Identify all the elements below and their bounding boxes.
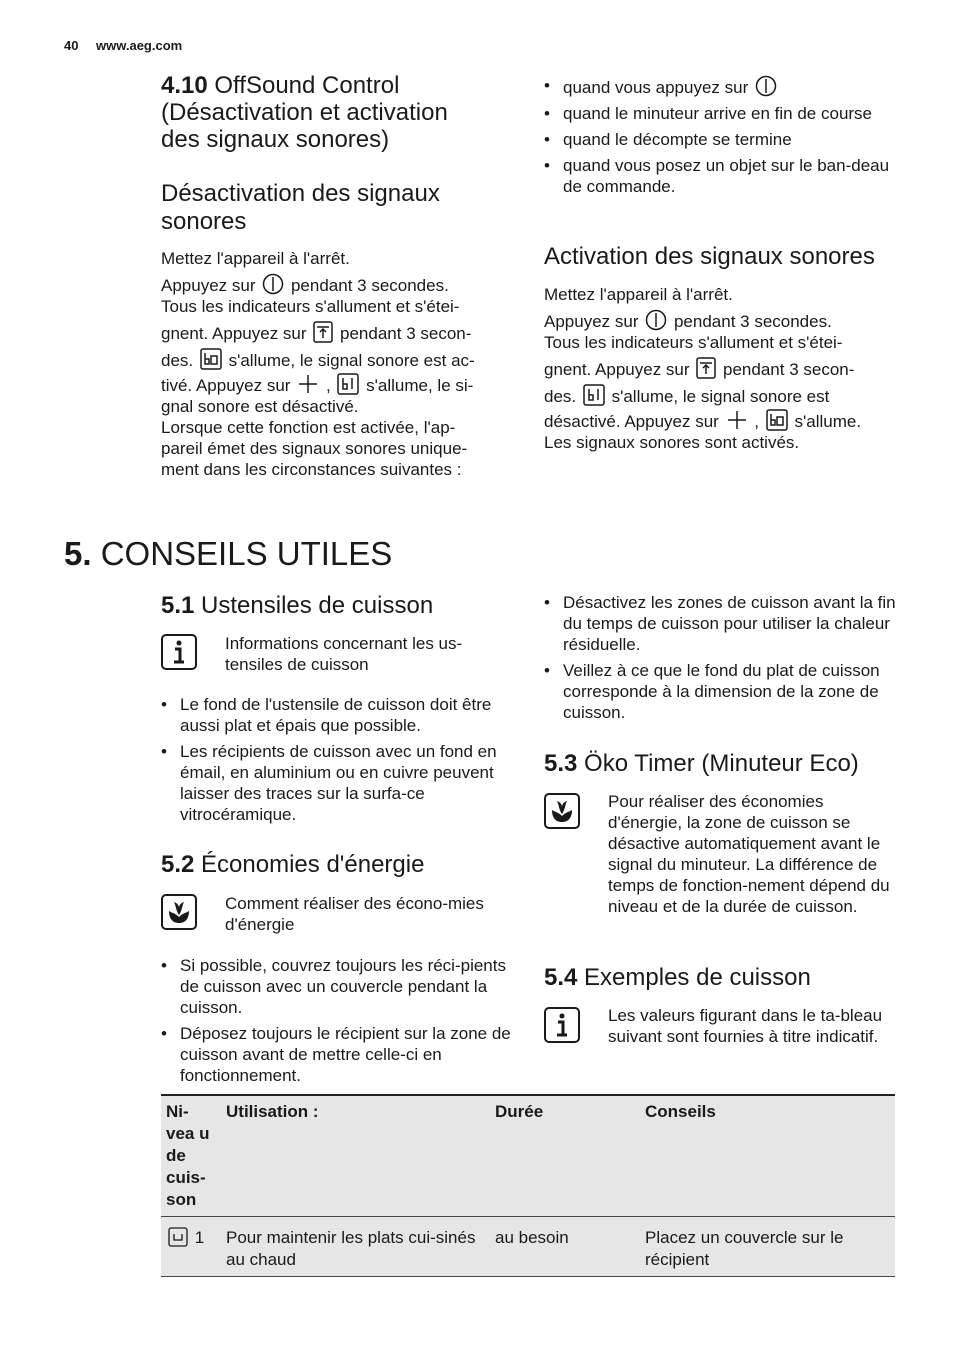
energy-list-continued <box>544 592 899 728</box>
text-line <box>161 348 521 371</box>
section-title: Économies d'énergie <box>201 851 425 878</box>
chapter-name: CONSEILS UTILES <box>100 535 393 572</box>
info-icon <box>544 1007 580 1043</box>
text-line <box>544 409 904 432</box>
text-line <box>161 273 521 296</box>
text-span: s'allume. <box>794 412 862 431</box>
sound-on-display-icon <box>766 409 788 431</box>
deactivation-text <box>161 248 521 480</box>
section-5-3-heading <box>544 750 904 778</box>
list-item: • quand le décompte se termine <box>544 129 899 150</box>
table-row <box>161 1217 895 1277</box>
power-icon <box>645 309 667 331</box>
text-line: gnal sonore est désactivé. <box>161 397 359 416</box>
column-header-level: Ni-vea u de cuis-son <box>161 1095 221 1217</box>
chapter-title <box>64 534 392 574</box>
chapter-number: 5. <box>64 535 92 572</box>
sound-conditions-list <box>544 75 899 202</box>
text-line <box>544 357 904 380</box>
text-span: quand vous appuyez sur <box>563 78 749 97</box>
text-span: gnent. Appuyez sur <box>161 324 307 343</box>
eco-leaf-icon <box>161 894 197 930</box>
page-url: www.aeg.com <box>96 38 183 53</box>
sound-off-display-icon <box>583 384 605 406</box>
plus-icon <box>297 373 319 395</box>
eco-note: Comment réaliser des écono-mies d'énergie <box>225 894 484 934</box>
column-header-tips: Conseils <box>640 1095 895 1217</box>
info-note: Les valeurs figurant dans le ta-bleau suivant sont fournies à titre indicatif. <box>608 1006 883 1046</box>
text-line <box>544 384 904 407</box>
column-header-use: Utilisation : <box>221 1095 490 1217</box>
text-span: Appuyez sur <box>544 312 639 331</box>
text-line: Tous les indicateurs s'allument et s'étei- <box>544 333 843 352</box>
cookware-list <box>161 694 513 830</box>
section-5-4-heading <box>544 964 904 992</box>
activation-heading <box>544 243 904 271</box>
text-line: Lorsque cette fonction est activée, l'ap- <box>161 418 456 437</box>
text-span: Appuyez sur <box>161 276 256 295</box>
section-title: Öko Timer (Minuteur Eco) <box>584 750 859 777</box>
eco-leaf-icon <box>544 793 580 829</box>
power-icon <box>262 273 284 295</box>
text-line <box>161 373 521 396</box>
text-line <box>161 321 521 344</box>
power-icon <box>755 75 777 97</box>
list-item <box>544 75 899 98</box>
sound-on-display-icon <box>200 348 222 370</box>
deactivation-heading <box>161 180 491 236</box>
plus-icon <box>726 409 748 431</box>
text-span: des. <box>161 351 194 370</box>
sound-off-display-icon <box>337 373 359 395</box>
lock-key-icon <box>696 357 716 379</box>
section-number: 5.4 <box>544 964 578 991</box>
list-item: • Si possible, couvrez toujours les réci-pients de cuisson avec un couvercle pendant la cuisson. <box>161 955 513 1018</box>
list-item: • Désactivez les zones de cuisson avant la fin du temps de cuisson pour utiliser la chaleur résiduelle. <box>544 592 899 655</box>
list-item: • quand le minuteur arrive en fin de course <box>544 103 899 124</box>
info-icon <box>161 634 197 670</box>
text-span: s'allume, le signal sonore est <box>611 387 830 406</box>
section-5-2-heading <box>161 851 521 879</box>
text-span: pendant 3 secon- <box>723 360 855 379</box>
list-item: • Les récipients de cuisson avec un fond en émail, en aluminium ou en cuivre peuvent laisser des traces sur la surfa-ce vitrocéramique. <box>161 741 513 825</box>
text-line: Mettez l'appareil à l'arrêt. <box>544 285 733 304</box>
text-line: Mettez l'appareil à l'arrêt. <box>161 249 350 268</box>
text-line: Les signaux sonores sont activés. <box>544 433 800 452</box>
page-number: 40 <box>64 38 79 53</box>
cell-tips: Placez un couvercle sur le récipient <box>640 1217 895 1277</box>
column-header-duration: Durée <box>490 1095 640 1217</box>
text-span: gnent. Appuyez sur <box>544 360 690 379</box>
section-number: 5.1 <box>161 592 195 619</box>
section-4-10-title <box>161 72 491 153</box>
list-item: • quand vous posez un objet sur le ban-deau de commande. <box>544 155 899 197</box>
text-line <box>544 309 904 332</box>
level-value: 1 <box>194 1228 205 1247</box>
eco-timer-note: Pour réaliser des économies d'énergie, la zone de cuisson se désactive automatiquement avant le signal du minuteur. La différence de temps de fonction-nement dépend du niveau et de la durée de cuisson. <box>608 792 890 916</box>
activation-title: Activation des signaux sonores <box>544 243 875 270</box>
text-line: Tous les indicateurs s'allument et s'étei- <box>161 297 460 316</box>
text-span: tivé. Appuyez sur <box>161 376 291 395</box>
section-number: 5.2 <box>161 851 195 878</box>
list-item: • Déposez toujours le récipient sur la zone de cuisson avant de mettre celle-ci en fonctionnement. <box>161 1023 513 1086</box>
text-span: pendant 3 secondes. <box>673 312 832 331</box>
cell-duration: au besoin <box>490 1217 640 1277</box>
section-title: Ustensiles de cuisson <box>201 592 434 619</box>
text-span: pendant 3 secondes. <box>290 276 449 295</box>
text-line: ment dans les circonstances suivantes : <box>161 460 462 479</box>
table-header-row <box>161 1095 895 1217</box>
cell-use: Pour maintenir les plats cui-sinés au chaud <box>221 1217 490 1277</box>
activation-text <box>544 284 904 453</box>
section-title: OffSound Control (Désactivation et activation des signaux sonores) <box>161 72 448 153</box>
text-span: pendant 3 secon- <box>340 324 472 343</box>
lock-key-icon <box>313 321 333 343</box>
text-span: des. <box>544 387 577 406</box>
deactivation-title: Désactivation des signaux sonores <box>161 180 440 235</box>
list-item: • Le fond de l'ustensile de cuisson doit être aussi plat et épais que possible. <box>161 694 513 736</box>
text-span: s'allume, le signal sonore est ac- <box>228 351 475 370</box>
text-line: pareil émet des signaux sonores unique- <box>161 439 468 458</box>
text-span: s'allume, le si- <box>366 376 474 395</box>
list-item: • Veillez à ce que le fond du plat de cuisson corresponde à la dimension de la zone de cuisson. <box>544 660 899 723</box>
text-span: , <box>325 376 331 395</box>
cooking-examples-table <box>161 1094 895 1277</box>
text-span: , <box>754 412 760 431</box>
text-span: désactivé. Appuyez sur <box>544 412 719 431</box>
section-title: Exemples de cuisson <box>584 964 811 991</box>
keep-warm-icon <box>168 1227 188 1247</box>
section-number: 5.3 <box>544 750 578 777</box>
section-number: 4.10 <box>161 72 208 99</box>
cell-level <box>161 1217 221 1277</box>
info-note: Informations concernant les us-tensiles de cuisson <box>225 634 463 674</box>
section-5-1-heading <box>161 592 521 620</box>
energy-list <box>161 955 513 1091</box>
